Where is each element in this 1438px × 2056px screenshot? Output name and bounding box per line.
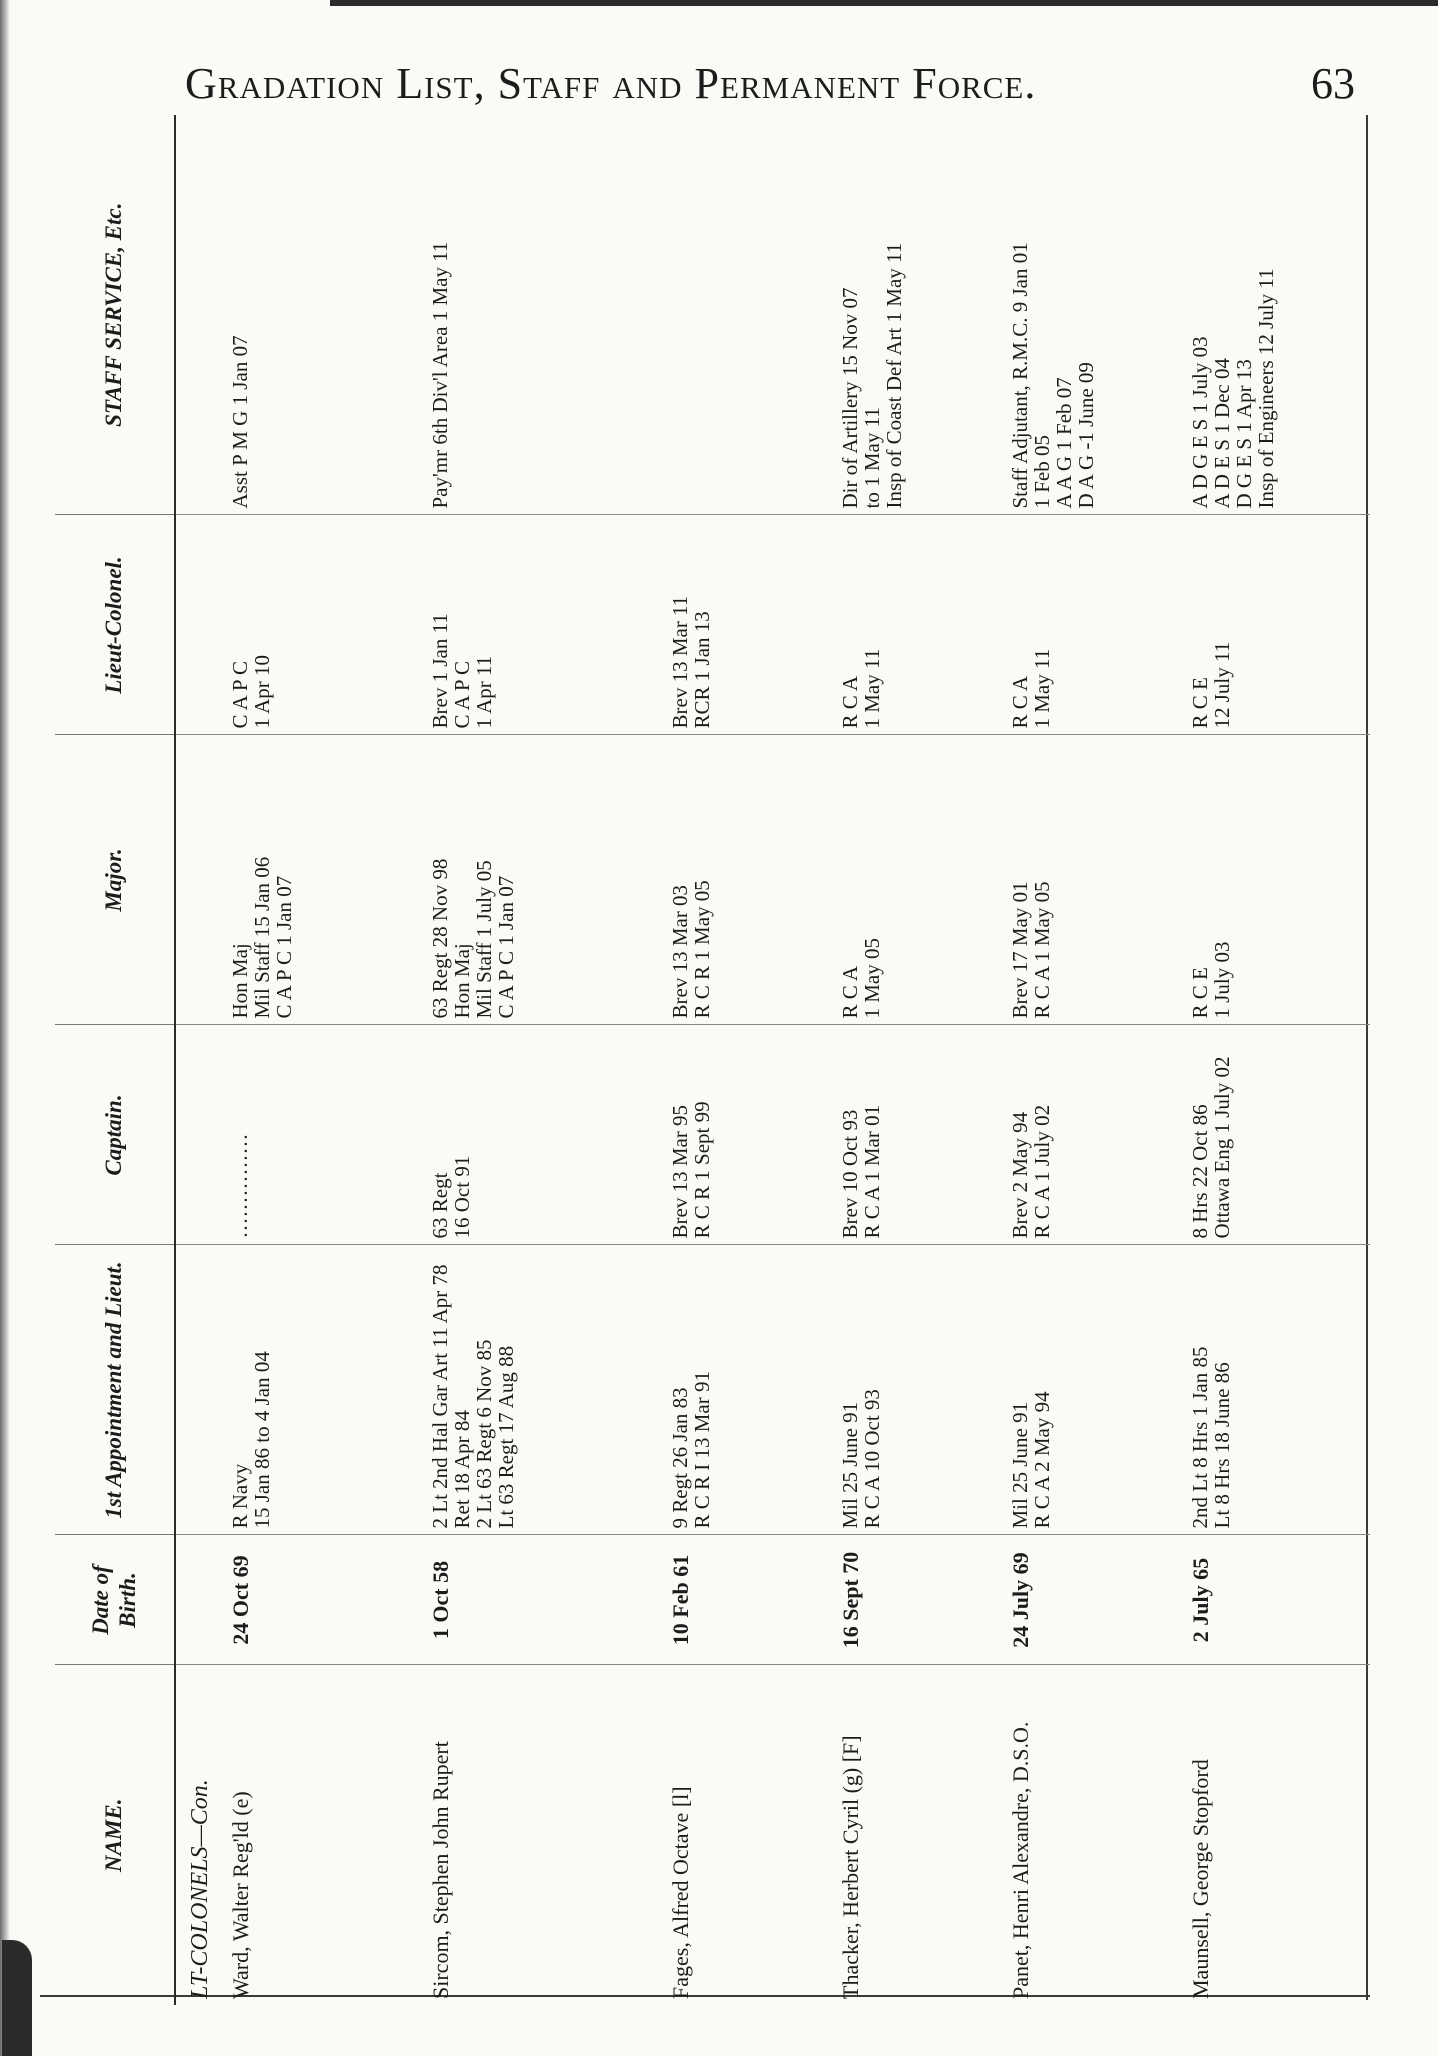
cell-first-appt: 2 Lt 2nd Hal Gar Art 11 Apr 78 Ret 18 Apr 84 2 Lt 63 Regt 6 Nov 85 Lt 63 Regt 17 Aug 88 (425, 1245, 665, 1535)
col-header-dob: Date of Birth. (55, 1535, 175, 1665)
cell-dob: 24 July 69 (1005, 1535, 1185, 1665)
cell-lt-colonel: C A P C 1 Apr 10 (225, 515, 425, 735)
cell-dob: 2 July 65 (1185, 1535, 1370, 1665)
binding-shadow (2, 1940, 32, 2056)
section-label: LT-COLONELS—Con. (175, 1665, 225, 2005)
cell-lt-colonel: Brev 13 Mar 11 RCR 1 Jan 13 (665, 515, 835, 735)
table-row (1185, 115, 1370, 2005)
gradation-table-frame (55, 115, 1370, 2005)
page-edge-shadow (0, 0, 10, 2056)
rotated-table-container (55, 115, 1370, 2005)
cell-major: R C A 1 May 05 (835, 735, 1005, 1025)
cell-first-appt: Mil 25 June 91 R C A 10 Oct 93 (835, 1245, 1005, 1535)
cell-major: Brev 17 May 01 R C A 1 May 05 (1005, 735, 1185, 1025)
cell-first-appt: Mil 25 June 91 R C A 2 May 94 (1005, 1245, 1185, 1535)
cell-dob: 10 Feb 61 (665, 1535, 835, 1665)
gradation-table (55, 115, 1370, 2005)
cell-captain: Brev 2 May 94 R C A 1 July 02 (1005, 1025, 1185, 1245)
cell-dob: 1 Oct 58 (425, 1535, 665, 1665)
cell-captain: 8 Hrs 22 Oct 86 Ottawa Eng 1 July 02 (1185, 1025, 1370, 1245)
page-number: 63 (1311, 59, 1355, 108)
cell-captain: Brev 10 Oct 93 R C A 1 Mar 01 (835, 1025, 1005, 1245)
page-header (185, 48, 1385, 118)
cell-name: Ward, Walter Reg'ld (e) (225, 1665, 425, 2005)
section-row (175, 115, 225, 2005)
table-row (425, 115, 665, 2005)
cell-name: Maunsell, George Stopford (1185, 1665, 1370, 2005)
cell-lt-colonel: R C E 12 July 11 (1185, 515, 1370, 735)
cell-captain: 63 Regt 16 Oct 91 (425, 1025, 665, 1245)
cell-lt-colonel: R C A 1 May 11 (1005, 515, 1185, 735)
col-header-staff: STAFF SERVICE, Etc. (55, 115, 175, 515)
cell-major: R C E 1 July 03 (1185, 735, 1370, 1025)
cell-name: Thacker, Herbert Cyril (g) [F] (835, 1665, 1005, 2005)
table-row (1005, 115, 1185, 2005)
col-header-major: Major. (55, 735, 175, 1025)
col-header-lt-colonel: Lieut-Colonel. (55, 515, 175, 735)
cell-first-appt: 2nd Lt 8 Hrs 1 Jan 85 Lt 8 Hrs 18 June 86 (1185, 1245, 1370, 1535)
col-header-captain: Captain. (55, 1025, 175, 1245)
table-row (225, 115, 425, 2005)
cell-name: Sircom, Stephen John Rupert (425, 1665, 665, 2005)
cell-captain: Brev 13 Mar 95 R C R 1 Sept 99 (665, 1025, 835, 1245)
cell-staff: Staff Adjutant, R.M.C. 9 Jan 01 1 Feb 05 A A G 1 Feb 07 D A G -1 June 09 (1008, 242, 1099, 509)
cell-name: Fages, Alfred Octave [l] (665, 1665, 835, 2005)
cell-first-appt: 9 Regt 26 Jan 83 R C R I 13 Mar 91 (665, 1245, 835, 1535)
cell-lt-colonel: R C A 1 May 11 (835, 515, 1005, 735)
cell-major: 63 Regt 28 Nov 98 Hon Maj Mil Staff 1 July 05 C A P C 1 Jan 07 (425, 735, 665, 1025)
col-header-first-appt: 1st Appointment and Lieut. (55, 1245, 175, 1535)
top-rule (330, 0, 1438, 6)
cell-major: Hon Maj Mil Staff 15 Jan 06 C A P C 1 Jan 07 (225, 735, 425, 1025)
cell-staff: Pay'mr 6th Div'l Area 1 May 11 (428, 241, 452, 509)
col-header-name: NAME. (55, 1665, 175, 2005)
cell-lt-colonel: Brev 1 Jan 11 C A P C 1 Apr 11 (425, 515, 665, 735)
cell-dob: 24 Oct 69 (225, 1535, 425, 1665)
cell-name: Panet, Henri Alexandre, D.S.O. (1005, 1665, 1185, 2005)
header-row (55, 115, 175, 2005)
cell-staff: A D G E S 1 July 03 A D E S 1 Dec 04 D G E S 1 Apr 13 Insp of Engineers 12 July 11 (1188, 268, 1279, 509)
cell-major: Brev 13 Mar 03 R C R 1 May 05 (665, 735, 835, 1025)
table-row (835, 115, 1005, 2005)
table-row (665, 115, 835, 2005)
cell-captain: …………… (225, 1025, 425, 1245)
cell-staff: Dir of Artillery 15 Nov 07 to 1 May 11 Insp of Coast Def Art 1 May 11 (838, 242, 907, 509)
cell-staff: Asst P M G 1 Jan 07 (228, 335, 252, 509)
cell-dob: 16 Sept 70 (835, 1535, 1005, 1665)
page-title: Gradation List, Staff and Permanent Force. (185, 59, 1037, 108)
cell-staff (665, 115, 835, 515)
cell-first-appt: R Navy 15 Jan 86 to 4 Jan 04 (225, 1245, 425, 1535)
